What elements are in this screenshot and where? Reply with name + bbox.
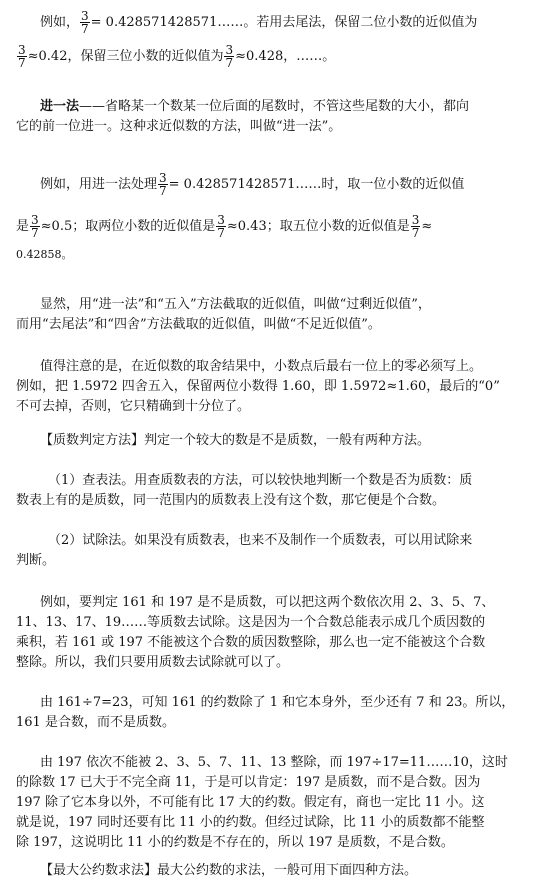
text: ≈0.42，保留三位小数的近似值为 — [27, 49, 224, 64]
text: 是 — [16, 219, 30, 234]
p6-line1: 【质数判定方法】判定一个较大的数是不是质数，一般有两种方法。 — [40, 433, 431, 448]
p2-line1 — [40, 98, 552, 116]
text: ≈0.43；取五位小数的近似值是 — [226, 219, 410, 234]
p11-line4: 就是说，197 同时还要有比 11 小的约数。但经过试除，比 11 小的质数都不能整 — [16, 815, 485, 830]
p11-line1: 由 197 依次不能被 2、3、5、7、11、13 整除，而 197÷17=11……10，这时 — [40, 755, 508, 770]
p5-line1: 值得注意的是，在近似数的取舍结果中，小数点后最右一位上的零必须写上。 — [40, 359, 483, 374]
fraction: $\frac{3}{7}$ — [31, 213, 39, 240]
fraction: $\frac{3}{7}$ — [18, 43, 26, 70]
p10-line2: 161 是合数，而不是质数。 — [16, 715, 175, 730]
fraction: $\frac{3}{7}$ — [225, 43, 234, 70]
p5-line2: 例如，把 1.5972 四舍五入，保留两位小数得 1.60，即 1.5972≈1.60，最后的“0” — [16, 379, 500, 394]
p12-line1: 【最大公约数求法】最大公约数的求法，一般可用下面四种方法。 — [40, 863, 418, 878]
text: 例如，用进一法处理 — [40, 177, 158, 192]
p11-line2: 的除数 17 已大于不完全商 11，于是可以肯定：197 是质数，而不是合数。因为 — [16, 775, 481, 790]
p11-line3: 197 除了它本身以外，不可能有比 17 大的约数。假定有，商也一定比 11 小。这 — [16, 795, 485, 810]
p1-line2 — [16, 44, 552, 69]
p7-line1: （1）查表法。用查质数表的方法，可以较快地判断一个数是否为质数：质 — [48, 473, 473, 488]
fraction: $\frac{3}{7}$ — [81, 9, 89, 36]
fraction: $\frac{3}{7}$ — [159, 171, 167, 198]
p9-line1: 例如，要判定 161 和 197 是不是质数，可以把这两个数依次用 2、3、5、7、 — [40, 595, 495, 610]
p2-line2: 它的前一位进一。这种求近似数的方法，叫做“进一法”。 — [16, 119, 342, 134]
text: = 0.428571428571……。若用去尾法，保留二位小数的近似值为 — [90, 15, 478, 30]
fraction: $\frac{3}{7}$ — [411, 213, 420, 240]
p9-line2: 11、13、17、19……等质数去试除。这是因为一个合数总能表示成几个质因数的 — [16, 615, 486, 630]
p8-line1: （2）试除法。如果没有质数表，也来不及制作一个质数表，可以用试除来 — [48, 533, 473, 548]
p11-line5: 除 197，这说明比 11 小的约数是不存在的，所以 197 是质数，不是合数。 — [16, 835, 454, 850]
text: ≈0.5；取两位小数的近似值是 — [40, 219, 216, 234]
p8-line2: 判断。 — [16, 553, 56, 568]
p5-line3: 不可去掉，否则，它只精确到十分位了。 — [16, 399, 251, 414]
term-bold: 进一法 — [40, 99, 80, 114]
p9-line3: 乘积，若 161 或 197 不能被这个合数的质因数整除，那么也一定不能被这个合数 — [16, 635, 486, 650]
p4-line2: 而用“去尾法”和“四舍”方法截取的近似值，叫做“不足近似值”。 — [16, 317, 381, 332]
text: ≈0.428，……。 — [235, 49, 336, 64]
p3-line2 — [16, 214, 552, 239]
p3-line3: 0.42858。 — [16, 248, 73, 261]
p4-line1: 显然，用“进一法”和“五入”方法截取的近似值，叫做“过剩近似值”， — [40, 297, 431, 312]
text: ——省略某一个数某一位后面的尾数时，不管这些尾数的大小，都向 — [79, 99, 470, 114]
p3-line1 — [40, 172, 552, 197]
text: 例如， — [40, 15, 80, 30]
text: = 0.428571428571……时，取一位小数的近似值 — [168, 177, 465, 192]
p7-line2: 数表上有的是质数，同一范围内的质数表上没有这个数，那它便是个合数。 — [16, 493, 446, 508]
text: ≈ — [421, 219, 433, 234]
p10-line1: 由 161÷7=23，可知 161 的约数除了 1 和它本身外，至少还有 7 和 23。所以， — [40, 695, 515, 710]
p1-line1 — [40, 10, 552, 35]
fraction: $\frac{3}{7}$ — [217, 213, 225, 240]
p9-line4: 整除。所以，我们只要用质数去试除就可以了。 — [16, 655, 290, 670]
